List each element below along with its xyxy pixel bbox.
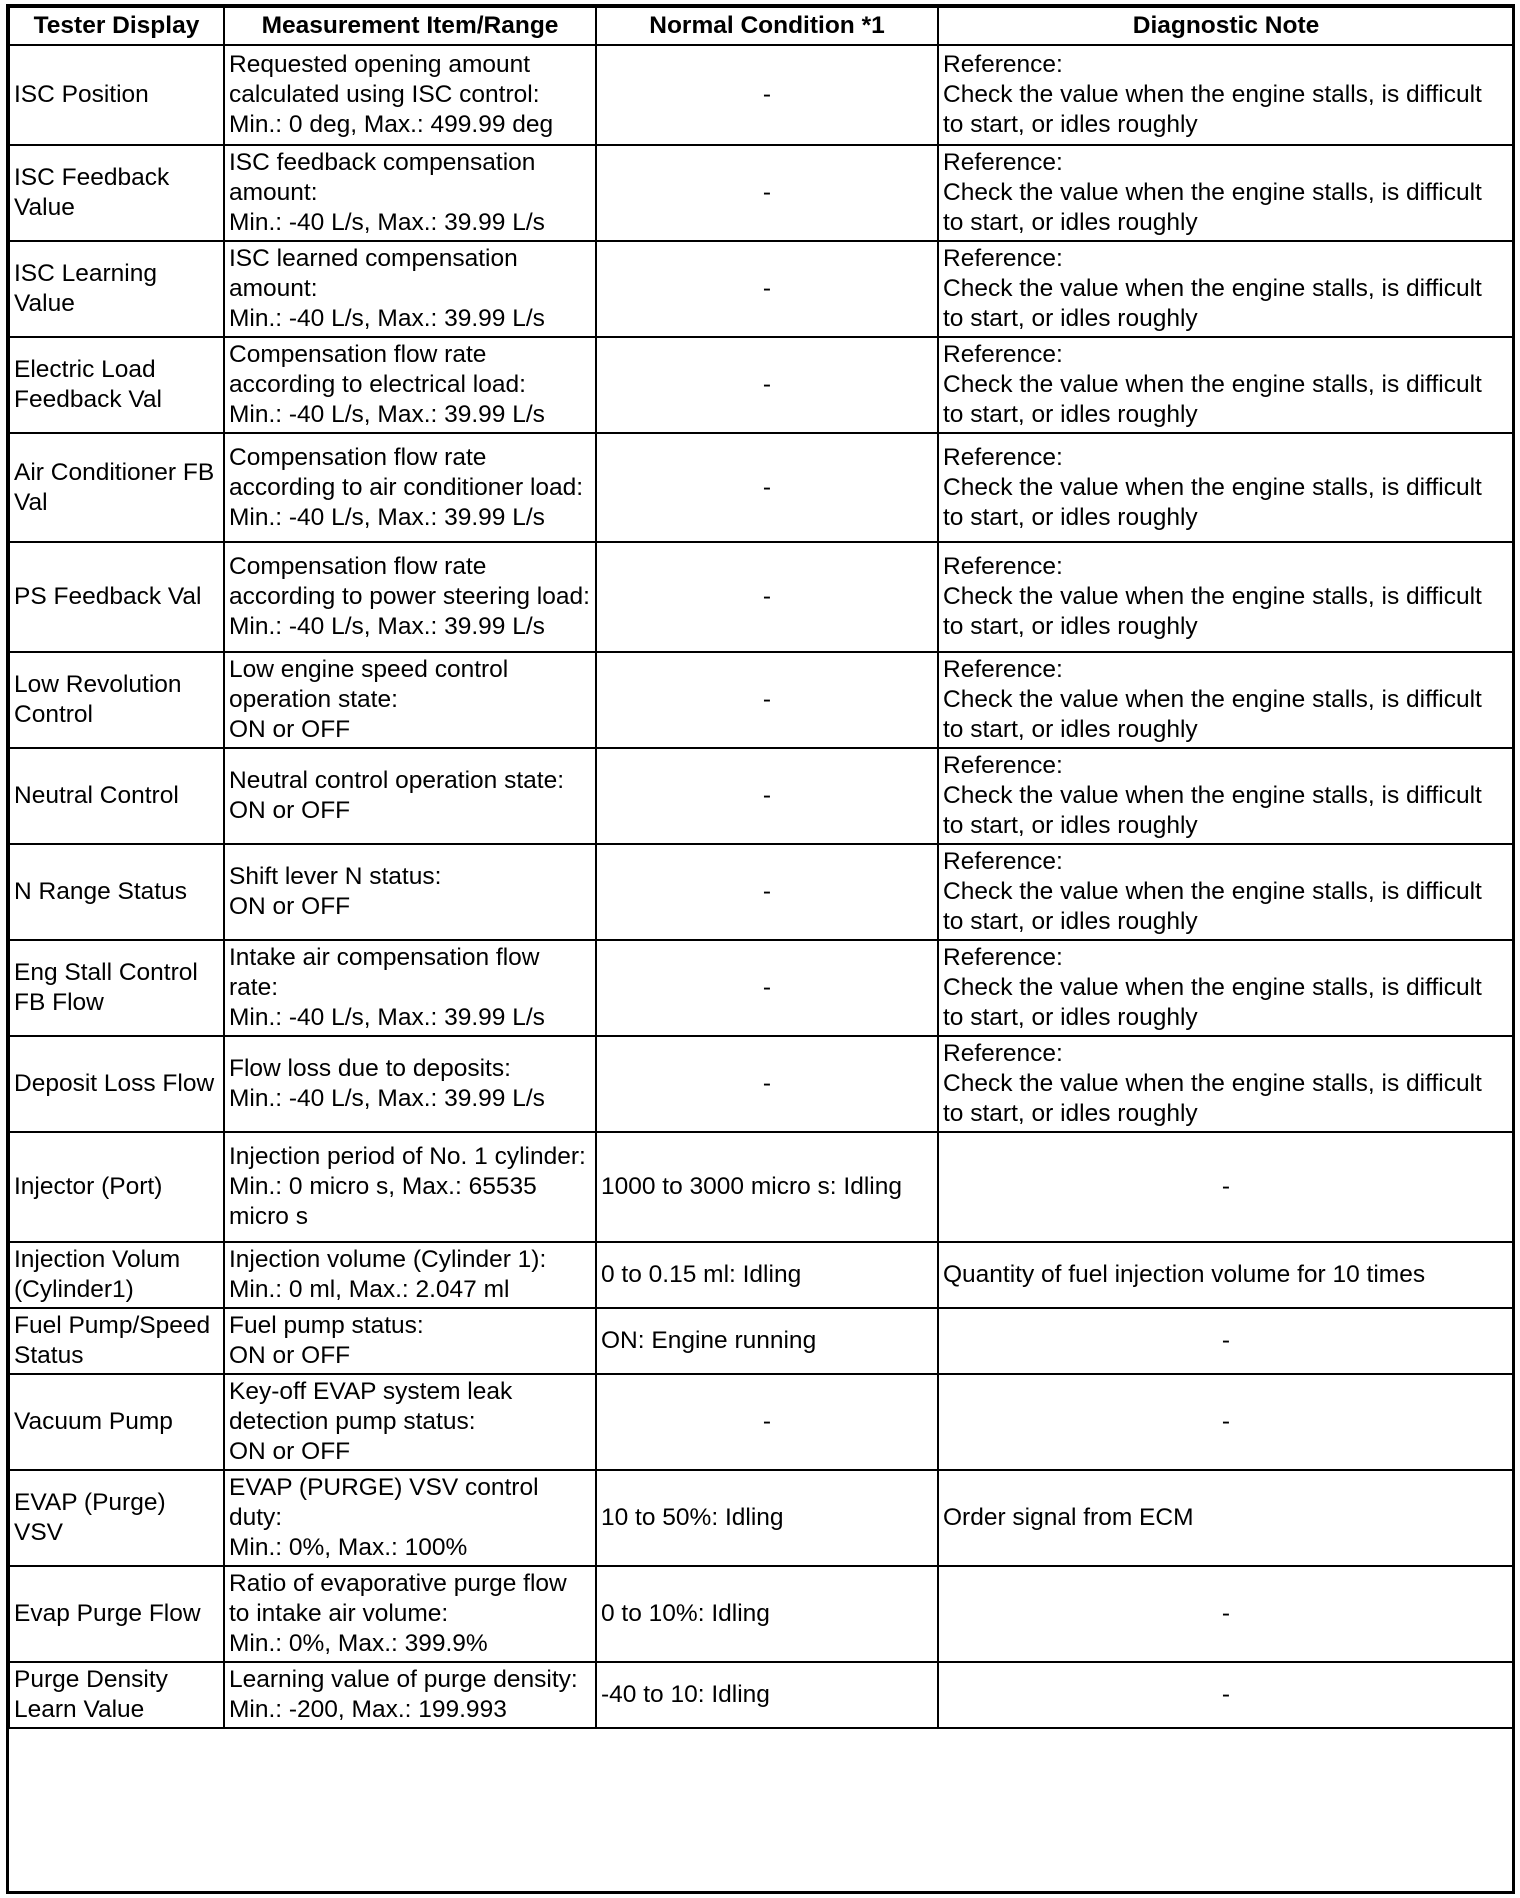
cell-measurement-item: Low engine speed control operation state: ON or OFF [224,652,596,748]
cell-measurement-item: Requested opening amount calculated using ISC control: Min.: 0 deg, Max.: 499.99 deg [224,45,596,145]
cell-tester-display: N Range Status [9,844,224,940]
cell-normal-condition: -40 to 10: Idling [596,1662,938,1728]
cell-tester-display: Injection Volum (Cylinder1) [9,1242,224,1308]
table-row [9,1242,1514,1308]
cell-normal-condition: - [596,844,938,940]
table-row [9,45,1514,145]
table-row [9,337,1514,433]
cell-normal-condition: - [596,1036,938,1132]
cell-measurement-item: ISC feedback compensation amount: Min.: -40 L/s, Max.: 39.99 L/s [224,145,596,241]
table-row [9,1566,1514,1662]
cell-diagnostic-note: Reference: Check the value when the engine stalls, is difficult to start, or idles roughly [938,433,1514,542]
cell-diagnostic-note: Reference: Check the value when the engine stalls, is difficult to start, or idles roughly [938,145,1514,241]
cell-normal-condition: 1000 to 3000 micro s: Idling [596,1132,938,1242]
header-measurement-item: Measurement Item/Range [224,7,596,45]
cell-diagnostic-note: Reference: Check the value when the engine stalls, is difficult to start, or idles roughly [938,45,1514,145]
cell-tester-display: Purge Density Learn Value [9,1662,224,1728]
cell-diagnostic-note: - [938,1374,1514,1470]
table-row [9,1374,1514,1470]
cell-tester-display: Low Revolution Control [9,652,224,748]
cell-measurement-item: Key-off EVAP system leak detection pump status: ON or OFF [224,1374,596,1470]
cell-tester-display: Neutral Control [9,748,224,844]
table-row [9,1308,1514,1374]
cell-diagnostic-note: Order signal from ECM [938,1470,1514,1566]
table-row [9,1662,1514,1728]
cell-measurement-item: Injection volume (Cylinder 1): Min.: 0 ml, Max.: 2.047 ml [224,1242,596,1308]
cell-diagnostic-note: Reference: Check the value when the engine stalls, is difficult to start, or idles roughly [938,748,1514,844]
cell-measurement-item: Neutral control operation state: ON or OFF [224,748,596,844]
cell-diagnostic-note: Reference: Check the value when the engine stalls, is difficult to start, or idles roughly [938,652,1514,748]
header-tester-display: Tester Display [9,7,224,45]
cell-normal-condition: - [596,542,938,652]
cell-tester-display: Air Conditioner FB Val [9,433,224,542]
cell-diagnostic-note: Reference: Check the value when the engine stalls, is difficult to start, or idles roughly [938,844,1514,940]
cell-diagnostic-note: Quantity of fuel injection volume for 10 times [938,1242,1514,1308]
table-row [9,241,1514,337]
table-row [9,145,1514,241]
cell-tester-display: Deposit Loss Flow [9,1036,224,1132]
table-row [9,748,1514,844]
cell-tester-display: ISC Position [9,45,224,145]
cell-diagnostic-note: Reference: Check the value when the engine stalls, is difficult to start, or idles roughly [938,241,1514,337]
cell-tester-display: Evap Purge Flow [9,1566,224,1662]
cell-normal-condition: 10 to 50%: Idling [596,1470,938,1566]
table-row [9,940,1514,1036]
cell-normal-condition: - [596,241,938,337]
cell-normal-condition: ON: Engine running [596,1308,938,1374]
cell-measurement-item: Ratio of evaporative purge flow to intake air volume: Min.: 0%, Max.: 399.9% [224,1566,596,1662]
cell-diagnostic-note: - [938,1662,1514,1728]
cell-tester-display: Eng Stall Control FB Flow [9,940,224,1036]
header-row [9,7,1514,45]
table-row [9,1036,1514,1132]
cell-diagnostic-note: Reference: Check the value when the engine stalls, is difficult to start, or idles roughly [938,542,1514,652]
cell-tester-display: Fuel Pump/Speed Status [9,1308,224,1374]
cell-measurement-item: Fuel pump status: ON or OFF [224,1308,596,1374]
cell-tester-display: PS Feedback Val [9,542,224,652]
cell-measurement-item: EVAP (PURGE) VSV control duty: Min.: 0%, Max.: 100% [224,1470,596,1566]
header-normal-condition: Normal Condition *1 [596,7,938,45]
cell-diagnostic-note: - [938,1566,1514,1662]
cell-measurement-item: Compensation flow rate according to power steering load: Min.: -40 L/s, Max.: 39.99 L/s [224,542,596,652]
table-row [9,1132,1514,1242]
table-row [9,1470,1514,1566]
cell-diagnostic-note: - [938,1132,1514,1242]
cell-normal-condition: 0 to 0.15 ml: Idling [596,1242,938,1308]
table-row [9,652,1514,748]
cell-measurement-item: Injection period of No. 1 cylinder: Min.: 0 micro s, Max.: 65535 micro s [224,1132,596,1242]
header-diagnostic-note: Diagnostic Note [938,7,1514,45]
cell-measurement-item: Shift lever N status: ON or OFF [224,844,596,940]
cell-diagnostic-note: - [938,1308,1514,1374]
cell-tester-display: EVAP (Purge) VSV [9,1470,224,1566]
cell-normal-condition: - [596,748,938,844]
table-row [9,433,1514,542]
cell-normal-condition: - [596,652,938,748]
cell-normal-condition: - [596,1374,938,1470]
cell-tester-display: Vacuum Pump [9,1374,224,1470]
cell-measurement-item: Flow loss due to deposits: Min.: -40 L/s, Max.: 39.99 L/s [224,1036,596,1132]
cell-diagnostic-note: Reference: Check the value when the engine stalls, is difficult to start, or idles roughly [938,1036,1514,1132]
table-row [9,844,1514,940]
cell-normal-condition: - [596,337,938,433]
cell-normal-condition: 0 to 10%: Idling [596,1566,938,1662]
cell-tester-display: Electric Load Feedback Val [9,337,224,433]
cell-normal-condition: - [596,433,938,542]
cell-normal-condition: - [596,940,938,1036]
cell-tester-display: Injector (Port) [9,1132,224,1242]
cell-measurement-item: ISC learned compensation amount: Min.: -40 L/s, Max.: 39.99 L/s [224,241,596,337]
cell-normal-condition: - [596,145,938,241]
cell-normal-condition: - [596,45,938,145]
table-row [9,542,1514,652]
cell-measurement-item: Learning value of purge density: Min.: -200, Max.: 199.993 [224,1662,596,1728]
cell-diagnostic-note: Reference: Check the value when the engine stalls, is difficult to start, or idles roughly [938,940,1514,1036]
data-table [8,6,1515,1729]
cell-measurement-item: Compensation flow rate according to electrical load: Min.: -40 L/s, Max.: 39.99 L/s [224,337,596,433]
cell-measurement-item: Compensation flow rate according to air conditioner load: Min.: -40 L/s, Max.: 39.99 L/s [224,433,596,542]
cell-diagnostic-note: Reference: Check the value when the engine stalls, is difficult to start, or idles roughly [938,337,1514,433]
cell-measurement-item: Intake air compensation flow rate: Min.: -40 L/s, Max.: 39.99 L/s [224,940,596,1036]
cell-tester-display: ISC Learning Value [9,241,224,337]
cell-tester-display: ISC Feedback Value [9,145,224,241]
